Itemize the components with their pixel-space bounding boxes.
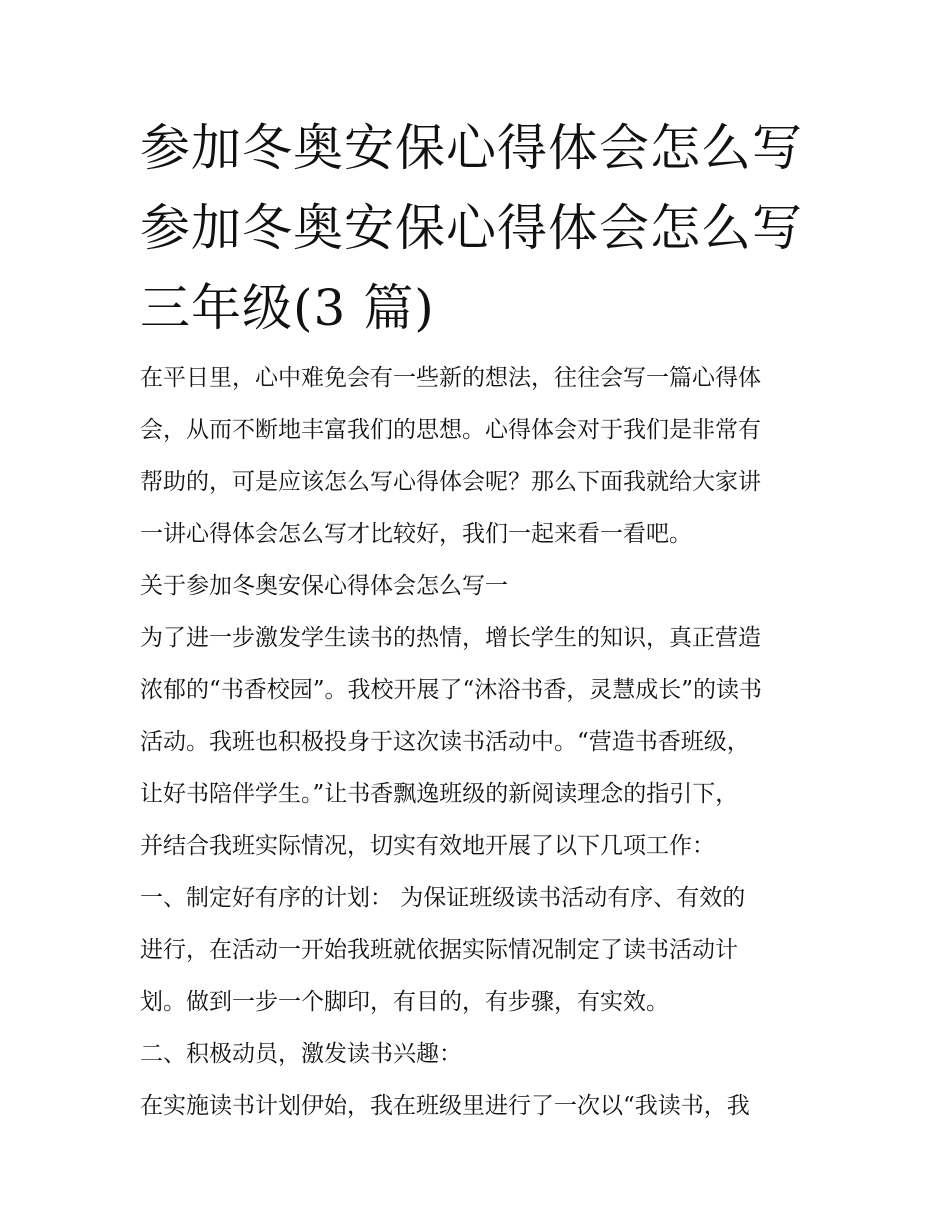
section-heading: 关于参加冬奥安保心得体会怎么写一 <box>140 573 508 599</box>
intro-line: 一讲心得体会怎么写才比较好，我们一起来看一看吧。 <box>140 521 692 547</box>
title-line: 参加冬奥安保心得体会怎么写 <box>140 119 803 177</box>
body-line: 并结合我班实际情况，切实有效地开展了以下几项工作： <box>140 833 715 859</box>
document-title <box>140 108 820 348</box>
body-line: 划。做到一步一个脚印，有目的，有步骤，有实效。 <box>140 989 669 1015</box>
title-line: 三年级(3 篇) <box>140 279 435 337</box>
intro-line: 帮助的，可是应该怎么写心得体会呢？那么下面我就给大家讲 <box>140 469 761 495</box>
body-line: 进行，在活动一开始我班就依据实际情况制定了读书活动计 <box>140 937 738 963</box>
body-line: 一、制定好有序的计划： 为保证班级读书活动有序、有效的 <box>140 885 746 911</box>
body-line: 让好书陪伴学生。”让书香飘逸班级的新阅读理念的指引下， <box>140 781 739 807</box>
body-line: 为了进一步激发学生读书的热情，增长学生的知识，真正营造 <box>140 625 761 651</box>
intro-line: 在平日里，心中难免会有一些新的想法，往往会写一篇心得体 <box>140 365 761 391</box>
body-line: 在实施读书计划伊始，我在班级里进行了一次以“我读书，我 <box>140 1093 750 1119</box>
title-line: 参加冬奥安保心得体会怎么写 <box>140 199 803 257</box>
subsection-heading: 二、积极动员，激发读书兴趣： <box>140 1041 462 1067</box>
document-body <box>140 352 820 1132</box>
intro-line: 会，从而不断地丰富我们的思想。心得体会对于我们是非常有 <box>140 417 761 443</box>
body-line: 浓郁的“书香校园”。我校开展了“沐浴书香，灵慧成长”的读书 <box>140 677 763 703</box>
body-line: 活动。我班也积极投身于这次读书活动中。“营造书香班级， <box>140 729 750 755</box>
